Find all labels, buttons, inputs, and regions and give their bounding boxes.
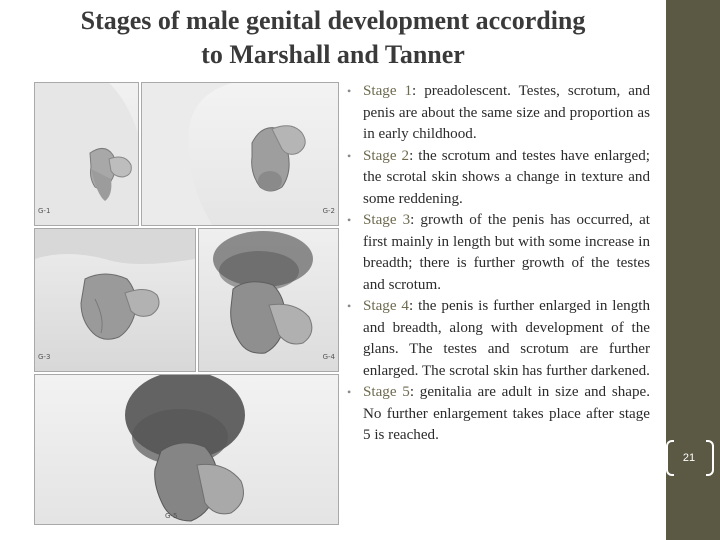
stage-3-photo — [35, 229, 195, 371]
panel-label-g4: G-4 — [322, 353, 335, 361]
stage-label: Stage 5 — [363, 384, 410, 400]
panel-label-g2: G-2 — [322, 207, 335, 215]
stage-description: : the scrotum and testes have enlarged; the scrotal skin shows a change in texture and some reddening. — [363, 147, 650, 207]
page-number: 21 — [682, 452, 696, 464]
stage-description: : genitalia are adult in size and shape. No further enlargement takes place after stage 5 is reached. — [363, 384, 650, 443]
stage-label: Stage 4 — [363, 298, 409, 314]
stage-label: Stage 2 — [363, 147, 410, 164]
figure-panel-stage-5 — [34, 374, 339, 525]
tanner-stages-photo-figure — [32, 80, 339, 525]
stage-description: : growth of the penis has occurred, at first mainly in length but with some increase in breadth; there is further growth of the testes and scrotum. — [363, 212, 650, 293]
stage-1-photo — [35, 83, 138, 225]
panel-label-g3: G-3 — [38, 353, 51, 361]
stage-bullet-3 — [344, 210, 650, 296]
panel-label-g5: G-5 — [165, 512, 178, 520]
panel-label-g1: G-1 — [38, 207, 51, 215]
slide-title-line-1: Stages of male genital development according — [80, 6, 586, 35]
figure-panel-stage-3 — [34, 228, 196, 372]
stage-2-photo — [142, 83, 338, 225]
stage-bullet-4 — [344, 296, 650, 382]
stage-label: Stage 3 — [363, 212, 411, 228]
stage-description: : the penis is further enlarged in length and breadth, along with development of the glans. The testes and scrotum are further enlarged. The scrotal skin has further darkened. — [363, 298, 650, 379]
figure-panel-stage-1 — [34, 82, 139, 226]
stage-description: : preadolescent. Testes, scrotum, and penis are about the same size and proportion as in early childhood. — [363, 83, 651, 142]
slide-title — [18, 4, 648, 72]
stage-bullet-1 — [344, 81, 650, 146]
slide-title-line-2: to Marshall and Tanner — [201, 40, 465, 69]
stage-description-list — [344, 81, 650, 447]
figure-panel-stage-4 — [198, 228, 339, 372]
stage-bullet-5 — [344, 382, 650, 447]
stage-4-photo — [199, 229, 338, 371]
figure-panel-stage-2 — [141, 82, 339, 226]
stage-5-photo — [35, 375, 338, 524]
stage-bullet-2 — [344, 146, 650, 211]
stage-label: Stage 1 — [363, 83, 413, 99]
